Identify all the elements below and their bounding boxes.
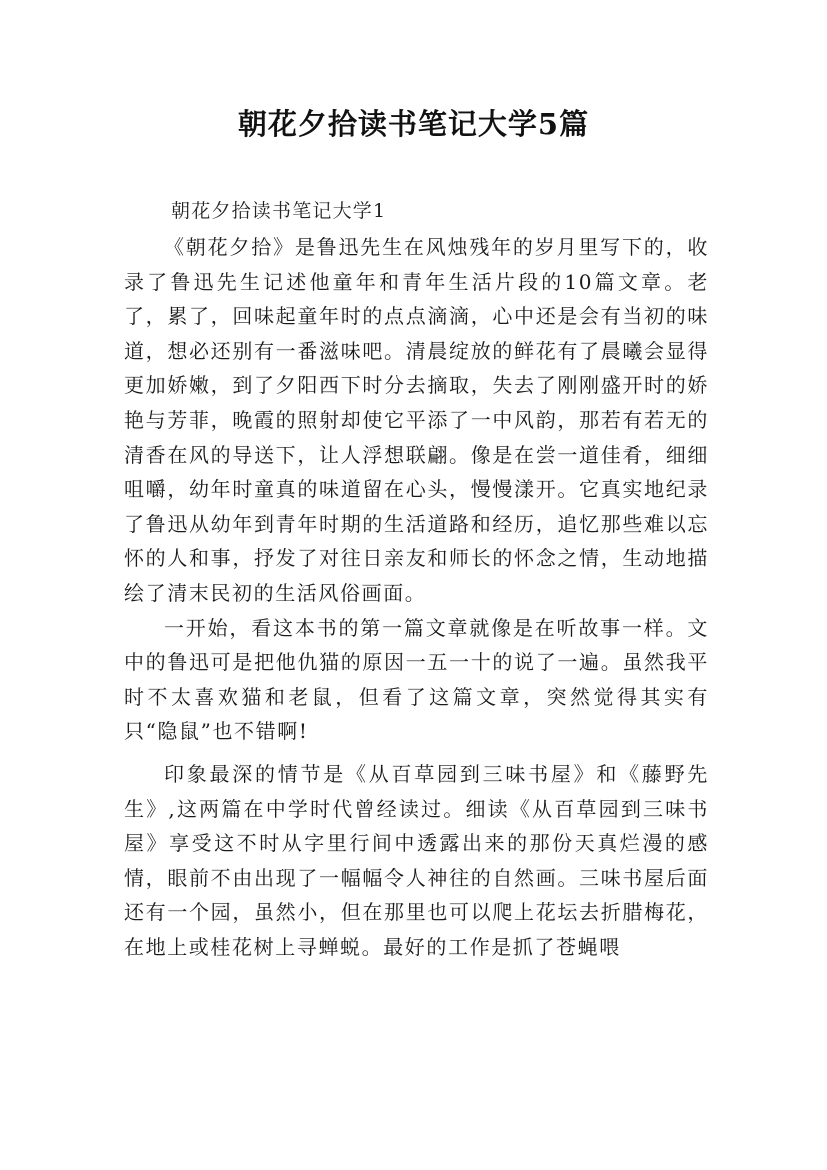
document-title: 朝花夕拾读书笔记大学5篇 <box>237 107 590 141</box>
document-body <box>124 230 709 964</box>
paragraph-1: 《朝花夕拾》是鲁迅先生在风烛残年的岁月里写下的，收录了鲁迅先生记述他童年和青年生活片段的10篇文章。老了，累了，回味起童年时的点点滴滴，心中还是会有当初的味道，想必还别有一番滋味吧。清晨绽放的鲜花有了晨曦会显得更加娇嫩，到了夕阳西下时分去摘取，失去了刚刚盛开时的娇艳与芳菲，晚霞的照射却使它平添了一中风韵，那若有若无的清香在风的导送下，让人浮想联翩。像是在尝一道佳肴，细细咀嚼，幼年时童真的味道留在心头，慢慢漾开。它真实地纪录了鲁迅从幼年到青年时期的生活道路和经历，追忆那些难以忘怀的人和事，抒发了对往日亲友和师长的怀念之情，生动地描绘了清末民初的生活风俗画面。 <box>124 235 709 605</box>
section-heading: 朝花夕拾读书笔记大学1 <box>171 200 387 222</box>
paragraph-3: 印象最深的情节是《从百草园到三味书屋》和《藤野先生》,这两篇在中学时代曾经读过。细读《从百草园到三味书屋》享受这不时从字里行间中透露出来的那份天真烂漫的感情，眼前不由出现了一幅幅令人神往的自然画。三味书屋后面还有一个园，虽然小，但在那里也可以爬上花坛去折腊梅花，在地上或桂花树上寻蝉蜕。最好的工作是抓了苍蝇喂 <box>124 761 709 959</box>
paragraph-2: 一开始，看这本书的第一篇文章就像是在听故事一样。文中的鲁迅可是把他仇猫的原因一五一十的说了一遍。虽然我平时不太喜欢猫和老鼠，但看了这篇文章，突然觉得其实有只“隐鼠”也不错啊! <box>124 615 709 744</box>
